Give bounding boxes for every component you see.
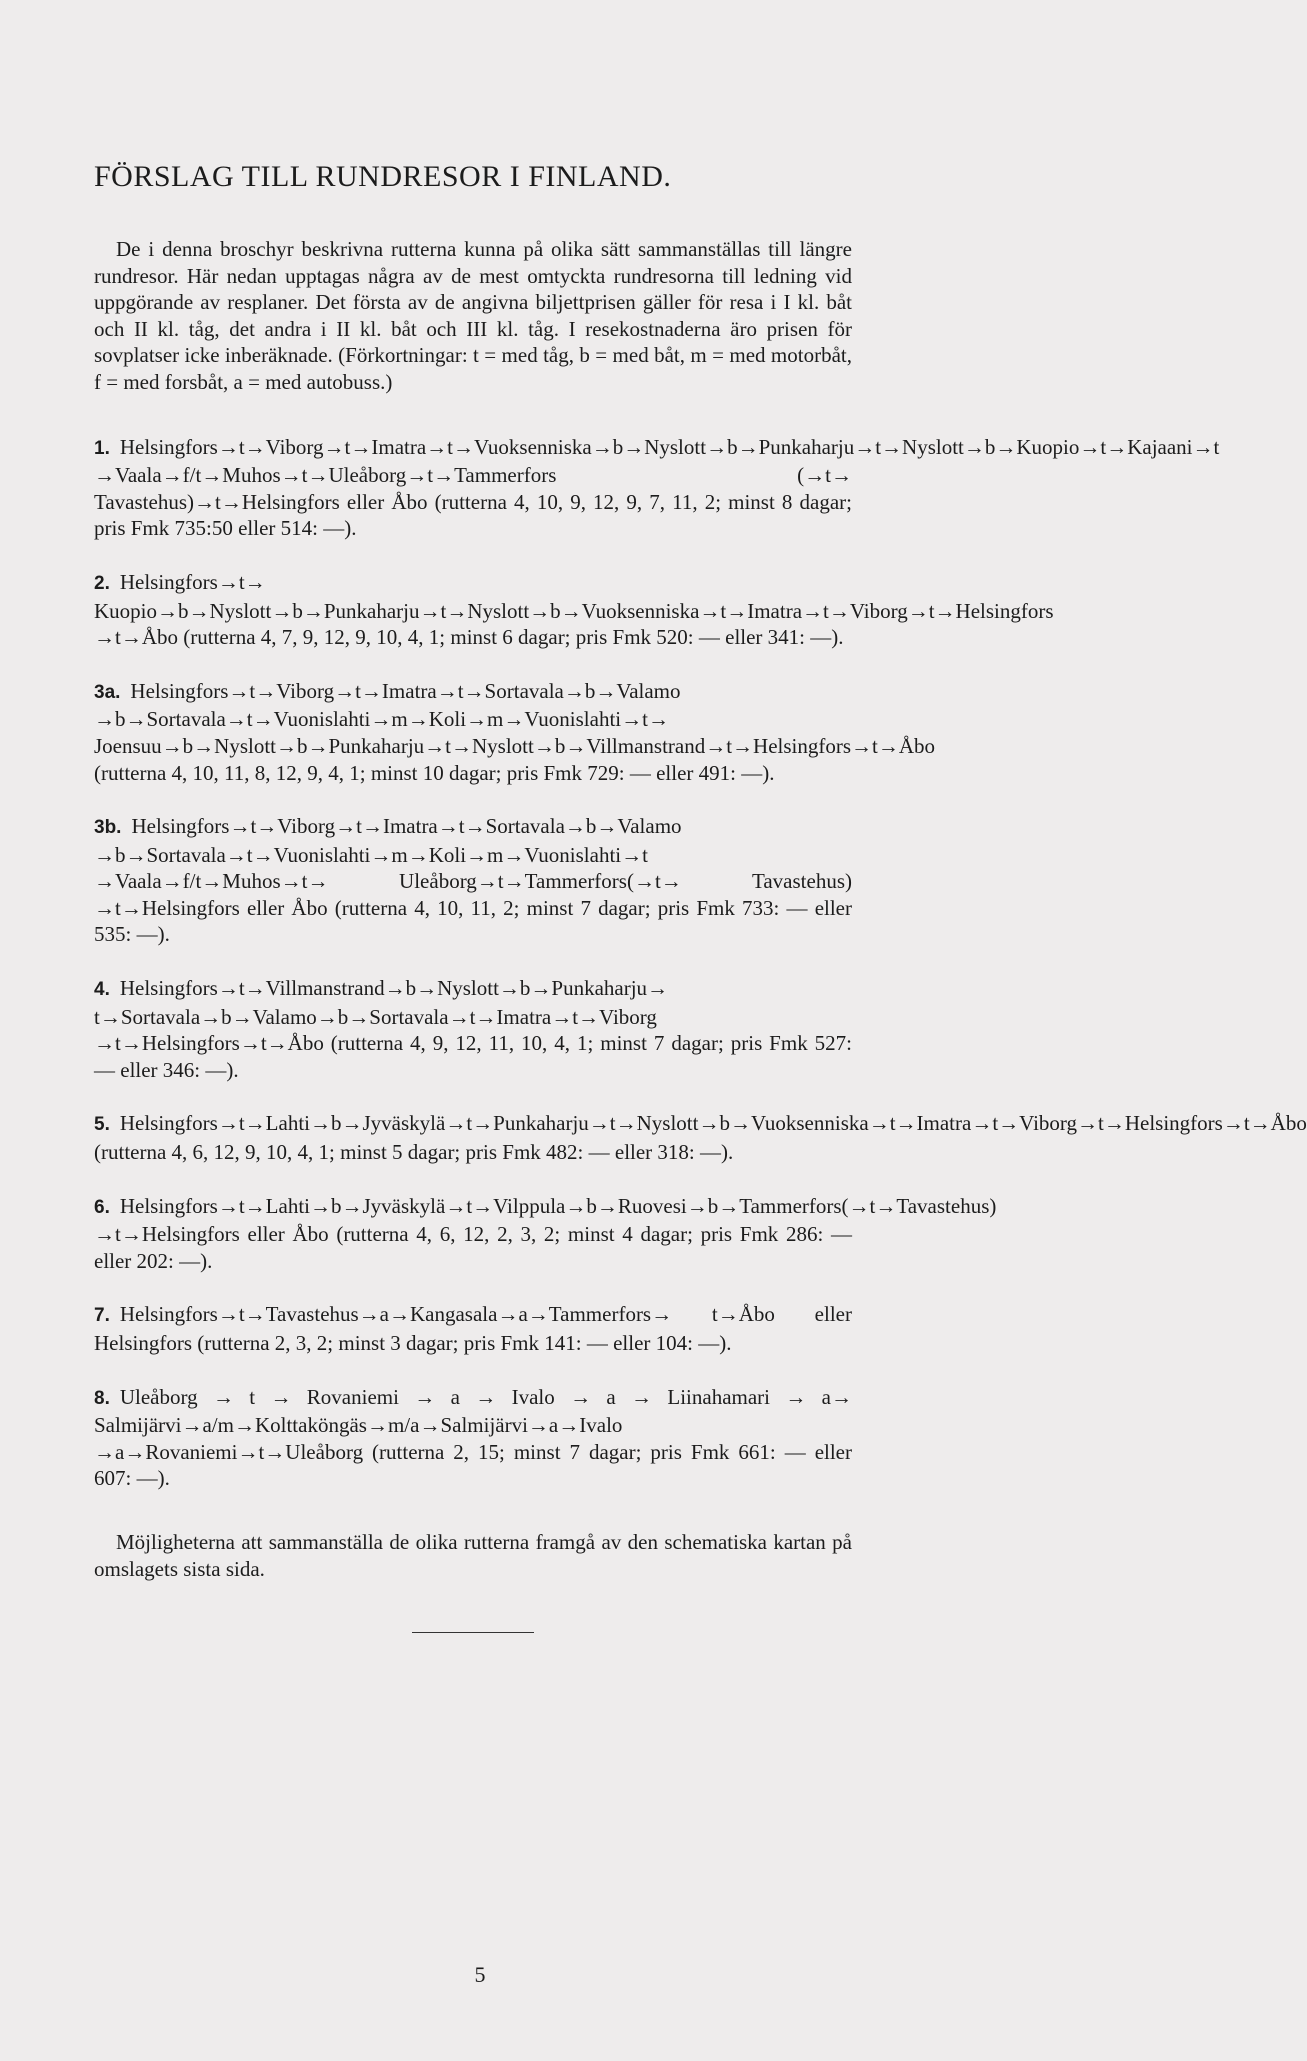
route-number: 1. xyxy=(94,437,110,459)
route-number: 2. xyxy=(94,572,110,594)
route-text: Helsingfors→t→Tavastehus→a→Kangasala→a→Tammerfors→ t→Åbo eller Helsingfors (rutterna 2, 3, 2; minst 3 dagar; pris Fmk 141: — eller 104: —). xyxy=(94,1302,852,1355)
route-item xyxy=(94,813,852,948)
route-number: 4. xyxy=(94,979,110,1001)
route-text: Helsingfors→t→Villmanstrand→b→Nyslott→b→Punkaharju→ t→Sortavala→b→Valamo→b→Sortavala→t→Imatra→t→Viborg →t→Helsingfors→t→Åbo (rutterna 4, 9, 12, 11, 10, 4, 1; minst 7 dagar; pris Fmk 527: — eller 346: —). xyxy=(94,976,852,1082)
route-text: Helsingfors→t→ Kuopio→b→Nyslott→b→Punkaharju→t→Nyslott→b→Vuoksenniska→t→Imatra→t→Viborg→t→Helsingfors →t→Åbo (rutterna 4, 7, 9, 12, 9, 10, 4, 1; minst 6 dagar; pris Fmk 520: — eller 341: —). xyxy=(94,569,1054,650)
divider-rule xyxy=(412,1632,534,1633)
route-text: Uleåborg → t → Rovaniemi → a → Ivalo → a → Liinahamari → a→ Salmijärvi→a/m→Kolttaköngäs→m/a→Salmijärvi→a→Ivalo →a→Rovaniemi→t→Uleåborg (rutterna 2, 15; minst 7 dagar; pris Fmk 661: — eller 607: —). xyxy=(94,1384,852,1491)
route-item xyxy=(94,1301,852,1356)
route-text: Helsingfors→t→Lahti→b→Jyväskylä→t→Vilppula→b→Ruovesi→b→Tammerfors(→t→Tavastehus) →t→Helsingfors eller Åbo (rutterna 4, 6, 12, 2, 3, 2; minst 4 dagar; pris Fmk 286: — eller 202: —). xyxy=(94,1193,997,1273)
route-number: 3a. xyxy=(94,681,121,703)
route-item xyxy=(94,678,936,786)
route-number: 7. xyxy=(94,1305,110,1327)
route-item xyxy=(94,975,852,1083)
intro-paragraph: De i denna broschyr beskrivna rutterna kunna på olika sätt sammanställas till längre rundresor. Här nedan upptagas några av de mest omtyckta rundresorna till ledning vid uppgörande av resplaner. Det första av de angivna biljettprisen gäller för resa i I kl. båt och II kl. tåg, det andra i II kl. båt och III kl. tåg. I resekostnaderna äro prisen för sovplatser icke inberäknade. (Förkortningar: t = med tåg, b = med båt, m = med motorbåt, f = med forsbåt, a = med autobuss.) xyxy=(94,237,852,394)
route-item xyxy=(94,434,1220,542)
route-number: 6. xyxy=(94,1196,110,1218)
page-title: FÖRSLAG TILL RUNDRESOR I FINLAND. xyxy=(94,160,672,193)
route-number: 3b. xyxy=(94,817,122,839)
route-list xyxy=(94,434,1307,1492)
route-item xyxy=(94,1384,852,1492)
route-text: Helsingfors→t→Viborg→t→Imatra→t→Vuoksenniska→b→Nyslott→b→Punkaharju→t→Nyslott→b→Kuopio→t→Kajaani→t →Vaala→f/t→Muhos→t→Uleåborg→t→Tammerfors (→t→ Tavastehus)→t→Helsingfors eller Åbo (rutterna 4, 10, 9, 12, 9, 7, 11, 2; minst 8 dagar; pris Fmk 735:50 eller 514: —). xyxy=(94,434,1220,541)
document-body xyxy=(94,158,1307,1633)
page-number: 5 xyxy=(474,1962,486,1987)
route-number: 5. xyxy=(94,1114,110,1136)
route-item xyxy=(94,1110,1307,1165)
route-text: Helsingfors→t→Viborg→t→Imatra→t→Sortavala→b→Valamo →b→Sortavala→t→Vuonislahti→m→Koli→m→Vuonislahti→t →Vaala→f/t→Muhos→t→ Uleåborg→t→Tammerfors(→t→ Tavastehus) →t→Helsingfors eller Åbo (rutterna 4, 10, 11, 2; minst 7 dagar; pris Fmk 733: — eller 535: —). xyxy=(94,814,852,947)
route-text: Helsingfors→t→Viborg→t→Imatra→t→Sortavala→b→Valamo →b→Sortavala→t→Vuonislahti→m→Koli→m→Vuonislahti→t→ Joensuu→b→Nyslott→b→Punkaharju→t→Nyslott→b→Villmanstrand→t→Helsingfors→t→Åbo (rutterna 4, 10, 11, 8, 12, 9, 4, 1; minst 10 dagar; pris Fmk 729: — eller 491: —). xyxy=(94,678,936,785)
route-number: 8. xyxy=(94,1387,110,1409)
route-text: Helsingfors→t→Lahti→b→Jyväskylä→t→Punkaharju→t→Nyslott→b→Vuoksenniska→t→Imatra→t→Viborg→t→Helsingfors→t→Åbo (rutterna 4, 6, 12, 9, 10, 4, 1; minst 5 dagar; pris Fmk 482: — eller 318: —). xyxy=(94,1111,1307,1165)
route-item xyxy=(94,1193,997,1275)
route-item xyxy=(94,569,1054,651)
closing-paragraph: Möjligheterna att sammanställa de olika rutterna framgå av den schematiska kartan på omslagets sista sida. xyxy=(94,1529,852,1581)
